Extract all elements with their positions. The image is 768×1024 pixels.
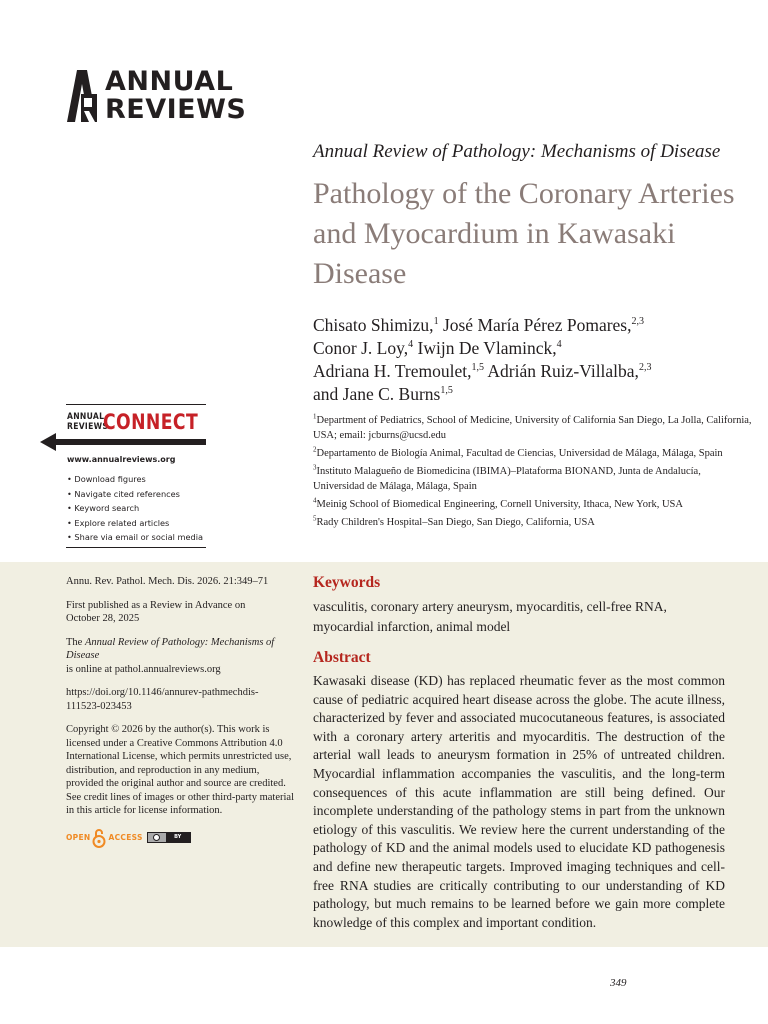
open-access-access: ACCESS (108, 832, 143, 842)
affiliation (313, 413, 753, 443)
connect-feature-item: • Download figures (67, 474, 146, 484)
logo-line-1: ANNUAL (105, 66, 234, 97)
open-access-open: OPEN (66, 832, 91, 842)
abstract-heading: Abstract (313, 649, 371, 666)
connect-brand-line-2: REVIEWS (67, 422, 109, 432)
connect-title: CONNECT (103, 410, 199, 434)
author-list (313, 314, 753, 406)
affiliation-text: Departamento de Biología Animal, Facultad de Ciencias, Universidad de Málaga, Málaga, Spain (316, 448, 723, 459)
author-name: Conor J. Loy, (313, 338, 409, 358)
published-line-2: October 28, 2025 (66, 613, 140, 624)
author-name: Chisato Shimizu, (313, 315, 434, 335)
open-lock-icon (92, 828, 106, 848)
cc-by-label: BY (174, 833, 182, 840)
publication-date (66, 599, 296, 626)
affiliation (313, 515, 753, 530)
connect-url[interactable]: www.annualreviews.org (67, 455, 176, 464)
connect-feature-item: • Keyword search (67, 503, 140, 514)
affiliation-list (313, 413, 753, 533)
article-meta-column (66, 575, 296, 848)
author-name: José María Pérez Pomares, (442, 315, 632, 335)
logo-line-2: REVIEWS (105, 94, 247, 125)
article-title: Pathology of the Coronary Arteries and Myocardium in Kawasaki Disease (313, 177, 735, 290)
author-affiliation-ref: 4 (408, 339, 414, 351)
online-note (66, 636, 296, 677)
author-name: Adriana H. Tremoulet, (313, 361, 472, 381)
abstract-text: Kawasaki disease (KD) has replaced rheumatic fever as the most common cause of pediatric acquired heart disease across the globe. The acute illness, characterized by fever and associated mucocutaneous features, is associated with a coronary artery arteritis and myocarditis. The destruction of the arterial wall leads to aneurysm formation in 25% of untreated children. Myocardial inflammation accompanies the vasculitis, and the long-term consequences of this acute inflammation are still being defined. Our incomplete understanding of the pathology stems in part from the unknown etiology of this vasculitis. We review here the current understanding of the pathology of KD and the animal models used to elucidate KD pathogenesis and define new therapeutic targets. Improved imaging techniques and cell-free RNA studies are critically contributing to our understanding of KD pathology, but much remains to be learned before we gain more complete knowledge of this complex and important condition. (313, 673, 725, 930)
affiliation-text: Rady Children's Hospital–San Diego, San Diego, California, USA (316, 517, 595, 528)
connect-feature-item: • Navigate cited references (67, 488, 180, 499)
arrow-left-icon (40, 433, 206, 451)
creative-commons-badge (147, 832, 191, 843)
connect-feature-item: • Share via email or social media (67, 532, 204, 543)
affiliation-text: Meinig School of Biomedical Engineering, Cornell University, Ithaca, New York, USA (316, 499, 683, 510)
open-access-badge (66, 828, 296, 848)
connect-brand-small (67, 412, 108, 432)
author-name: Adrián Ruiz-Villalba, (487, 361, 639, 381)
annual-reviews-logo (67, 68, 246, 124)
online-journal: Annual Review of Pathology: Mechanisms of Disease (66, 636, 275, 661)
affiliation-text: Department of Pediatrics, School of Medicine, University of California San Diego, La Jolla, California, USA; email: jcburns@ucsd.edu (313, 415, 752, 441)
keywords-abstract-column (313, 574, 725, 932)
online-pre: The (66, 636, 85, 648)
page-number: 349 (610, 977, 627, 989)
affiliation-number: 2 (313, 445, 317, 454)
author-affiliation-ref: 1,5 (471, 362, 484, 374)
affiliation-number: 3 (313, 463, 317, 472)
keywords-text: vasculitis, coronary artery aneurysm, myocarditis, cell-free RNA, myocardial infarction, animal model (313, 599, 667, 634)
affiliation-number: 5 (313, 514, 317, 523)
published-line-1: First published as a Review in Advance on (66, 599, 246, 611)
doi-link[interactable] (66, 686, 296, 713)
annual-reviews-connect-box (66, 404, 206, 548)
journal-name: Annual Review of Pathology: Mechanisms of Disease (313, 141, 721, 162)
author-affiliation-ref: 1 (433, 316, 439, 328)
affiliation-number: 4 (313, 496, 317, 505)
affiliation (313, 464, 753, 494)
doi-line-1: https://doi.org/10.1146/annurev-pathmechdis- (66, 687, 259, 698)
ar-logo-mark-icon (67, 70, 97, 122)
affiliation (313, 497, 753, 512)
author-name: and Jane C. Burns (313, 384, 441, 404)
keywords-heading: Keywords (313, 574, 381, 591)
author-affiliation-ref: 1,5 (440, 385, 453, 397)
doi-line-2: 111523-023453 (66, 700, 132, 712)
online-url-text[interactable]: is online at pathol.annualreviews.org (66, 663, 221, 675)
citation: Annu. Rev. Pathol. Mech. Dis. 2026. 21:349–71 (66, 576, 269, 587)
connect-feature-list (67, 472, 203, 545)
author-name: Iwijn De Vlaminck, (417, 338, 557, 358)
cc-icon (153, 834, 160, 841)
author-affiliation-ref: 4 (556, 339, 562, 351)
affiliation-text: Instituto Malagueño de Biomedicina (IBIMA)–Plataforma BIONAND, Junta de Andalucía, Universidad de Málaga, Málaga, Spain (313, 466, 701, 492)
connect-feature-item: • Explore related articles (67, 517, 170, 528)
affiliation (313, 446, 753, 461)
copyright-notice: Copyright © 2026 by the author(s). This work is licensed under a Creative Commons Attribution 4.0 International License, which permits unrestricted use, distribution, and reproduction in any medium, provided the original author and source are credited. See credit lines of images or other third-party material in this article for license information. (66, 724, 295, 816)
affiliation-number: 1 (313, 412, 317, 421)
author-affiliation-ref: 2,3 (638, 362, 652, 374)
connect-brand-line-1: ANNUAL (67, 412, 105, 422)
author-affiliation-ref: 2,3 (631, 316, 644, 328)
